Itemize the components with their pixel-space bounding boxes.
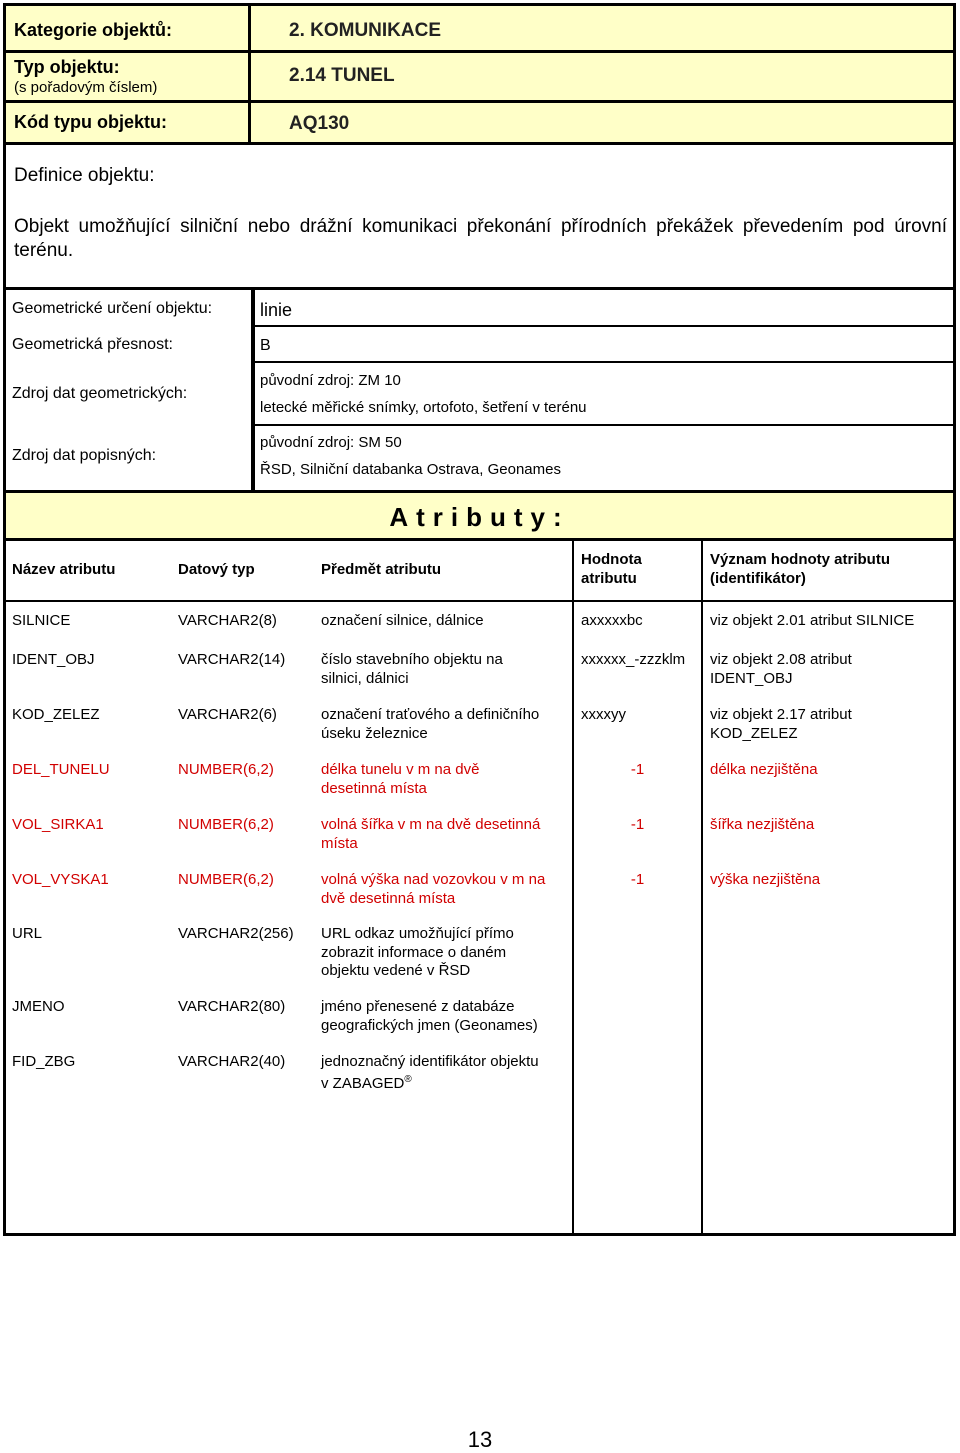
attr-value: xxxxyy bbox=[581, 706, 626, 723]
type-label: Typ objektu: bbox=[14, 57, 120, 77]
desc-source-line: ŘSD, Silniční databanka Ostrava, Geonames bbox=[260, 461, 561, 478]
column-header-value: atributu bbox=[581, 570, 637, 587]
attr-meaning: délka nezjištěna bbox=[710, 761, 818, 778]
attr-name: VOL_VYSKA1 bbox=[12, 871, 109, 888]
geo-source-line: letecké měřické snímky, ortofoto, šetření v terénu bbox=[260, 399, 587, 416]
attr-subject: úseku železnice bbox=[321, 725, 428, 742]
attr-subject: jméno přenesené z databáze bbox=[321, 998, 515, 1015]
attr-value: -1 bbox=[630, 761, 645, 778]
attr-meaning: KOD_ZELEZ bbox=[710, 725, 798, 742]
attr-subject: URL odkaz umožňující přímo bbox=[321, 925, 514, 942]
attr-name: IDENT_OBJ bbox=[12, 651, 95, 668]
attr-name: KOD_ZELEZ bbox=[12, 706, 100, 723]
attr-type: VARCHAR2(80) bbox=[178, 998, 286, 1015]
attr-value: axxxxxbc bbox=[581, 612, 643, 629]
attr-name: DEL_TUNELU bbox=[12, 761, 110, 778]
column-header-type: Datový typ bbox=[178, 561, 255, 578]
attr-type: NUMBER(6,2) bbox=[178, 816, 274, 833]
attr-subject: délka tunelu v m na dvě bbox=[321, 761, 480, 778]
column-header-meaning: (identifikátor) bbox=[710, 570, 806, 587]
attr-subject: geografických jmen (Geonames) bbox=[321, 1017, 538, 1034]
desc-source-label: Zdroj dat popisných: bbox=[12, 447, 157, 464]
attr-subject: objektu vedené v ŘSD bbox=[321, 962, 471, 979]
attr-name: VOL_SIRKA1 bbox=[12, 816, 104, 833]
geometry-determination-label: Geometrické určení objektu: bbox=[12, 300, 213, 317]
attr-name: URL bbox=[12, 925, 43, 942]
attr-type: VARCHAR2(14) bbox=[178, 651, 286, 668]
column-header-subject: Předmět atributu bbox=[321, 561, 442, 578]
registered-mark: ® bbox=[404, 1074, 412, 1085]
attr-meaning: viz objekt 2.08 atribut bbox=[710, 651, 852, 668]
attr-name: FID_ZBG bbox=[12, 1053, 76, 1070]
column-header-value: Hodnota bbox=[581, 551, 642, 568]
attr-subject: označení silnice, dálnice bbox=[321, 612, 484, 629]
attr-subject: jednoznačný identifikátor objektu bbox=[321, 1053, 539, 1070]
category-value: 2. KOMUNIKACE bbox=[289, 20, 442, 41]
attr-type: VARCHAR2(256) bbox=[178, 925, 294, 942]
attr-subject: zobrazit informace o daném bbox=[321, 944, 507, 961]
attr-subject-text: v ZABAGED bbox=[321, 1075, 405, 1092]
page-number: 13 bbox=[467, 1427, 493, 1452]
definition-title: Definice objektu: bbox=[14, 165, 155, 186]
geo-source-line: původní zdroj: ZM 10 bbox=[260, 372, 401, 389]
desc-source-line: původní zdroj: SM 50 bbox=[260, 434, 402, 451]
type-sublabel: (s pořadovým číslem) bbox=[14, 79, 158, 96]
code-label: Kód typu objektu: bbox=[14, 112, 167, 132]
attr-subject: číslo stavebního objektu na bbox=[321, 651, 503, 668]
attr-subject: dvě desetinná místa bbox=[321, 890, 456, 907]
attr-name: SILNICE bbox=[12, 612, 71, 629]
document-frame bbox=[3, 3, 956, 1236]
geometry-accuracy-value: B bbox=[260, 337, 271, 354]
attr-meaning: viz objekt 2.17 atribut bbox=[710, 706, 852, 723]
attr-name: JMENO bbox=[12, 998, 65, 1015]
attr-meaning: šířka nezjištěna bbox=[710, 816, 815, 833]
attr-subject: místa bbox=[321, 835, 358, 852]
attr-value: -1 bbox=[630, 816, 645, 833]
attr-value: -1 bbox=[630, 871, 645, 888]
attr-meaning: IDENT_OBJ bbox=[710, 670, 793, 687]
attr-subject: silnici, dálnici bbox=[321, 670, 409, 687]
column-header-name: Název atributu bbox=[12, 561, 116, 578]
attr-type: VARCHAR2(6) bbox=[178, 706, 277, 723]
attr-subject: desetinná místa bbox=[321, 780, 427, 797]
attr-subject: volná výška nad vozovkou v m na bbox=[321, 871, 546, 888]
column-header-meaning: Význam hodnoty atributu bbox=[710, 551, 890, 568]
definition-text: Objekt umožňující silniční nebo drážní komunikaci překonání přírodních překážek převedením pod úrovní terénu. bbox=[14, 216, 947, 261]
category-label: Kategorie objektů: bbox=[14, 20, 173, 40]
attr-subject: volná šířka v m na dvě desetinná bbox=[321, 816, 541, 833]
type-value: 2.14 TUNEL bbox=[289, 65, 395, 86]
attr-type: NUMBER(6,2) bbox=[178, 871, 274, 888]
geometry-determination-value: linie bbox=[260, 300, 293, 320]
code-value: AQ130 bbox=[289, 113, 350, 134]
attr-meaning: viz objekt 2.01 atribut SILNICE bbox=[710, 612, 915, 629]
attr-type: VARCHAR2(8) bbox=[178, 612, 277, 629]
attr-meaning: výška nezjištěna bbox=[710, 871, 821, 888]
attr-subject: označení traťového a definičního bbox=[321, 706, 540, 723]
attr-type: VARCHAR2(40) bbox=[178, 1053, 286, 1070]
geometry-accuracy-label: Geometrická přesnost: bbox=[12, 336, 173, 353]
geo-source-label: Zdroj dat geometrických: bbox=[12, 385, 188, 402]
attributes-title: Atributy: bbox=[389, 502, 570, 532]
attr-type: NUMBER(6,2) bbox=[178, 761, 274, 778]
attr-value: xxxxxx_-zzzklm bbox=[581, 651, 686, 668]
